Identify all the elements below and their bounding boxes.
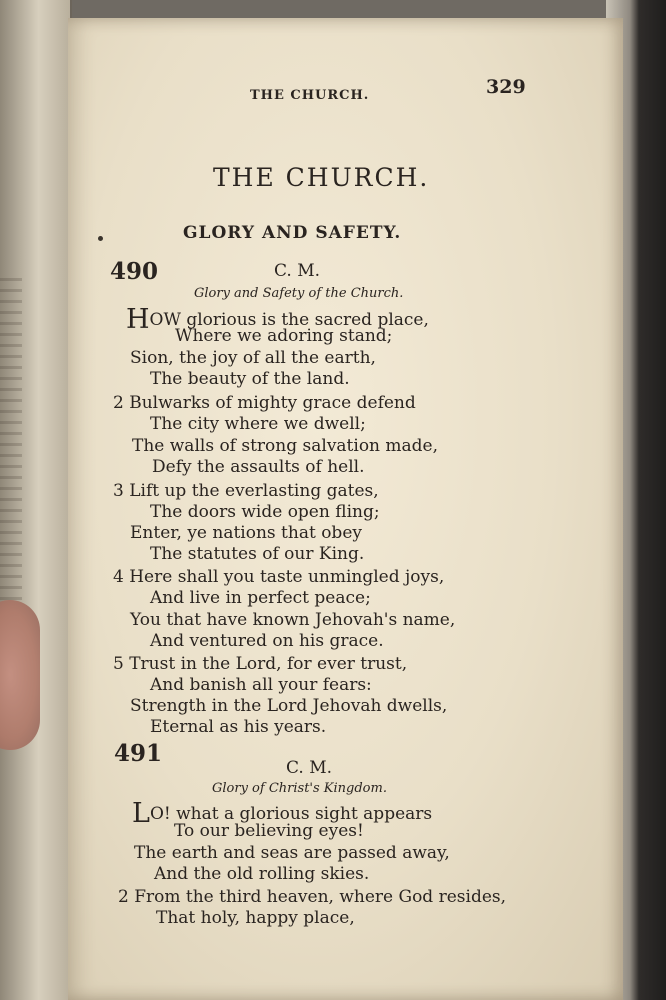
hymn-line: That holy, happy place, [156,908,355,928]
page-number: 329 [486,76,526,98]
hymn-line: LO! what a glorious sight appears [132,798,433,829]
running-head: THE CHURCH. [250,88,370,103]
finger-holding-page [0,600,40,750]
hymn-line: The statutes of our King. [150,544,365,564]
hymn-line: Where we adoring stand; [175,326,393,346]
hymn-meter: C. M. [286,758,333,778]
hymn-line: And banish all your fears: [150,675,372,695]
section-title: THE CHURCH. [213,163,430,192]
hymn-line: And the old rolling skies. [154,864,370,884]
hymn-line: HOW glorious is the sacred place, [126,304,429,335]
hymn-line: 2 From the third heaven, where God resides, [118,887,507,907]
hymn-subtitle: Glory and Safety of the Church. [194,286,404,301]
ink-speck [98,236,103,241]
hymn-line: The city where we dwell; [150,414,366,434]
facing-page-text-fragment [0,270,22,600]
hymn-number: 490 [110,258,159,285]
subsection-title: GLORY AND SAFETY. [183,223,402,243]
hymn-line: 5 Trust in the Lord, for ever trust, [113,654,408,674]
hymn-line: 2 Bulwarks of mighty grace defend [113,393,416,413]
drop-cap: H [126,304,150,335]
hymn-line: 3 Lift up the everlasting gates, [113,481,379,501]
hymn-line: The beauty of the land. [150,369,350,389]
hymn-line: Enter, ye nations that obey [130,523,362,543]
facing-page-edge [0,0,72,1000]
hymn-line: The doors wide open fling; [150,502,380,522]
drop-cap: L [132,798,150,829]
hymn-line: To our believing eyes! [174,821,364,841]
hymn-line: The walls of strong salvation made, [132,436,439,456]
hymn-line: Strength in the Lord Jehovah dwells, [130,696,448,716]
hymn-meter: C. M. [274,261,321,281]
hymn-line: And ventured on his grace. [150,631,384,651]
hymn-line: And live in perfect peace; [150,588,371,608]
hymn-line: Defy the assaults of hell. [152,457,365,477]
book-page [68,18,623,1000]
hymn-line: You that have known Jehovah's name, [130,610,456,630]
hymn-subtitle: Glory of Christ's Kingdom. [212,781,387,796]
hymn-line: The earth and seas are passed away, [134,843,450,863]
hymn-line: Eternal as his years. [150,717,327,737]
hymn-line: 4 Here shall you taste unmingled joys, [113,567,445,587]
hymn-line: Sion, the joy of all the earth, [130,348,376,368]
hymn-number: 491 [114,740,163,767]
